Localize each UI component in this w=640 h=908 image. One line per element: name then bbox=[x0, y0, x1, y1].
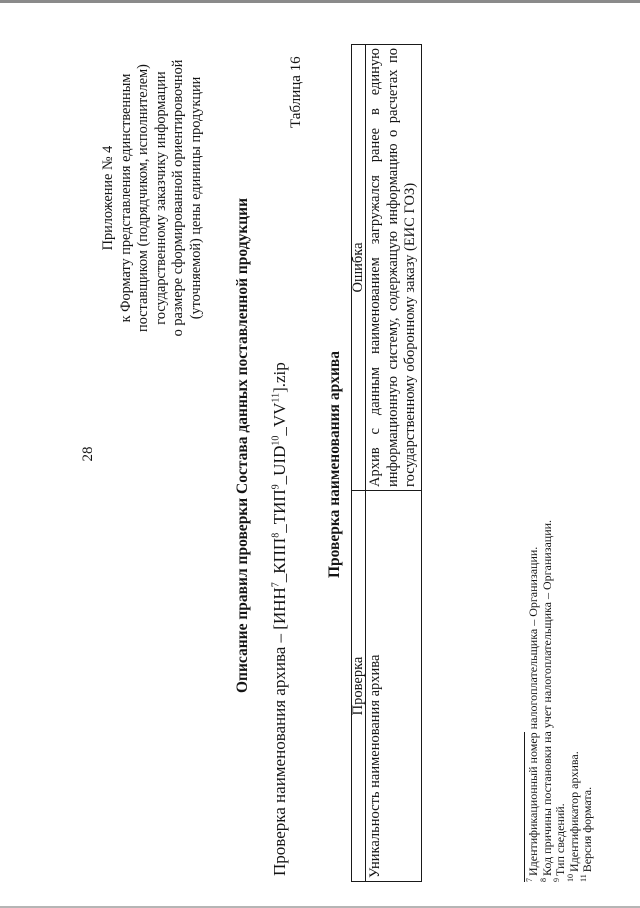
table-row bbox=[366, 45, 422, 882]
column-header-error: Ошибка bbox=[352, 45, 366, 491]
footnote-ref: 10 bbox=[270, 435, 282, 446]
archive-pattern-part: _КПП bbox=[270, 537, 289, 583]
appendix-line: Приложение № 4 bbox=[100, 145, 116, 251]
footnote-number: 10 bbox=[565, 874, 575, 882]
appendix-line: о размере сформированной ориентировочной bbox=[170, 59, 186, 337]
table-header-row bbox=[352, 45, 366, 882]
archive-pattern-prefix: Проверка наименования архива – [ИНН bbox=[270, 587, 289, 876]
error-cell: Архив с данным наименованием загружался ранее в единую информационную систему, содержащую информацию о расчетах по государственному оборонному заказу (ЕИС ГОЗ) bbox=[366, 45, 422, 491]
archive-pattern-part: _ТИП bbox=[270, 489, 289, 533]
footnote-text: Код причины постановки на учет налогоплательщика – Организации. bbox=[539, 519, 554, 876]
footnote-ref: 9 bbox=[270, 484, 282, 490]
footnote-text: Идентификационный номер налогоплательщика – Организации. bbox=[526, 546, 540, 876]
appendix-header bbox=[100, 8, 205, 388]
footnote-text: Тип сведений. bbox=[553, 803, 567, 876]
footnote-separator bbox=[524, 732, 525, 882]
rules-table bbox=[351, 44, 422, 882]
footnotes bbox=[527, 520, 595, 882]
archive-name-pattern bbox=[270, 362, 290, 876]
document-title: Описание правил проверки Состава данных поставленной продукции bbox=[234, 197, 251, 693]
footnote-ref: 8 bbox=[270, 532, 282, 538]
footnote-text: Идентификатор архива. bbox=[566, 751, 581, 872]
check-cell: Уникальность наименования архива bbox=[366, 491, 422, 882]
footnote bbox=[554, 520, 568, 882]
footnote-ref: 11 bbox=[270, 392, 282, 403]
page-number: 28 bbox=[80, 446, 96, 462]
footnote bbox=[527, 520, 541, 882]
archive-pattern-suffix: ].zip bbox=[270, 362, 289, 393]
appendix-line: государственному заказчику информации bbox=[152, 71, 169, 325]
footnote-number: 8 bbox=[538, 878, 548, 882]
footnote bbox=[565, 520, 582, 882]
section-title: Проверка наименования архива bbox=[326, 351, 343, 578]
column-header-check: Проверка bbox=[352, 491, 366, 882]
appendix-line: поставщиком (подрядчиком, исполнителем) bbox=[135, 64, 151, 332]
archive-pattern-part: _VV bbox=[270, 402, 289, 436]
appendix-line: (уточняемой) цены единицы продукции bbox=[187, 76, 204, 320]
footnote-text: Версия формата. bbox=[580, 786, 594, 873]
footnote-number: 11 bbox=[579, 874, 588, 882]
footnote-number: 7 bbox=[525, 878, 534, 882]
footnote bbox=[538, 519, 555, 882]
footnote-ref: 7 bbox=[270, 582, 282, 588]
footnote bbox=[581, 520, 595, 882]
table-label: Таблица 16 bbox=[288, 56, 304, 128]
appendix-line: к Формату представления единственным bbox=[117, 73, 134, 323]
footnote-number: 9 bbox=[552, 878, 561, 882]
archive-pattern-part: _UID bbox=[270, 445, 289, 485]
